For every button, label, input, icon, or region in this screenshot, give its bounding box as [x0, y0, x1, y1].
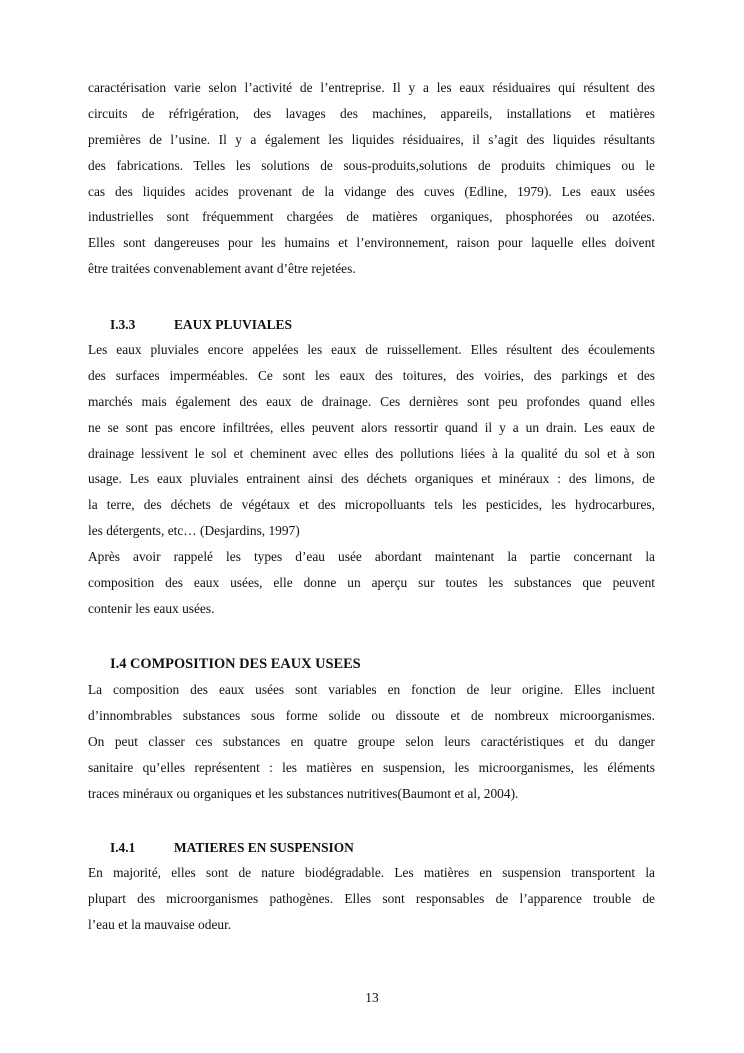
text-line: plupart des microorganismes pathogènes. Elles sont responsables de l’apparence trouble de	[88, 890, 655, 906]
text-line: composition des eaux usées, elle donne un aperçu sur toutes les substances que peuvent	[88, 574, 655, 590]
text-line: On peut classer ces substances en quatre groupe selon leurs caractéristiques et du danger	[88, 733, 655, 749]
text-line: cas des liquides acides provenant de la vidange des cuves (Edline, 1979). Les eaux usées	[88, 183, 655, 199]
section-title: EAUX PLUVIALES	[174, 317, 292, 332]
text-line: être traitées convenablement avant d’être rejetées.	[88, 261, 356, 277]
text-line: marchés mais également des eaux de drainage. Ces dernières sont peu profondes quand elles	[88, 393, 655, 409]
text-line: Après avoir rappelé les types d’eau usée abordant maintenant la partie concernant la	[88, 549, 655, 564]
section-heading-1-4-1	[110, 839, 354, 857]
text-line: Elles sont dangereuses pour les humains et l’environnement, raison pour laquelle elles doivent	[88, 235, 655, 251]
paragraph-composition	[88, 677, 655, 806]
paragraph-transition	[88, 544, 655, 622]
text-line: circuits de réfrigération, des lavages des machines, appareils, installations et matières	[88, 105, 655, 121]
text-line: les détergents, etc… (Desjardins, 1997)	[88, 523, 300, 539]
section-heading-1-4	[110, 655, 361, 673]
paragraph-rain-water	[88, 337, 655, 544]
text-line: l’eau et la mauvaise odeur.	[88, 916, 232, 932]
section-number: I.3.3	[110, 317, 136, 332]
text-line: caractérisation varie selon l’activité de l’entreprise. Il y a les eaux résiduaires qui résultent des	[88, 80, 655, 95]
text-line: Les eaux pluviales encore appelées les eaux de ruissellement. Elles résultent des écoulements	[88, 342, 655, 357]
text-line: la terre, des déchets de végétaux et des micropolluants tels les pesticides, les hydrocarbures,	[88, 497, 655, 513]
section-title: I.4 COMPOSITION DES EAUX USEES	[110, 656, 361, 672]
section-number: I.4.1	[110, 840, 136, 855]
section-heading-1-3-3	[110, 316, 292, 334]
text-line: industrielles sont fréquemment chargées de matières organiques, phosphorées ou azotées.	[88, 209, 655, 225]
text-line: contenir les eaux usées.	[88, 600, 215, 616]
text-line: premières de l’usine. Il y a également les liquides résiduaires, il s’agit des liquides résultants	[88, 131, 655, 147]
paragraph-industrial-wastewater	[88, 75, 655, 282]
text-line: des surfaces imperméables. Ce sont les eaux des toitures, des voiries, des parkings et des	[88, 367, 655, 383]
document-page	[88, 0, 655, 1053]
text-line: ne se sont pas encore infiltrées, elles peuvent alors ressortir quand il y a un drain. Les eaux de	[88, 419, 655, 435]
paragraph-suspended-matter	[88, 860, 655, 938]
text-line: En majorité, elles sont de nature biodégradable. Les matières en suspension transportent la	[88, 865, 655, 880]
text-line: usage. Les eaux pluviales entrainent ainsi des déchets organiques et minéraux : des limons, de	[88, 471, 655, 487]
text-line: des fabrications. Telles les solutions de sous-produits,solutions de produits chimiques ou le	[88, 157, 655, 173]
text-line: La composition des eaux usées sont variables en fonction de leur origine. Elles incluent	[88, 682, 655, 697]
text-line: sanitaire qu’elles représentent : les matières en suspension, les microorganismes, les éléments	[88, 759, 655, 775]
text-line: traces minéraux ou organiques et les substances nutritives(Baumont et al, 2004).	[88, 785, 519, 801]
section-title: MATIERES EN SUSPENSION	[174, 840, 354, 855]
page-number: 13	[365, 990, 379, 1005]
text-line: d’innombrables substances sous forme solide ou dissoute et de nombreux microorganismes.	[88, 707, 655, 723]
text-line: drainage lessivent le sol et cheminent avec elles des pollutions liées à la qualité du sol et à son	[88, 445, 655, 461]
